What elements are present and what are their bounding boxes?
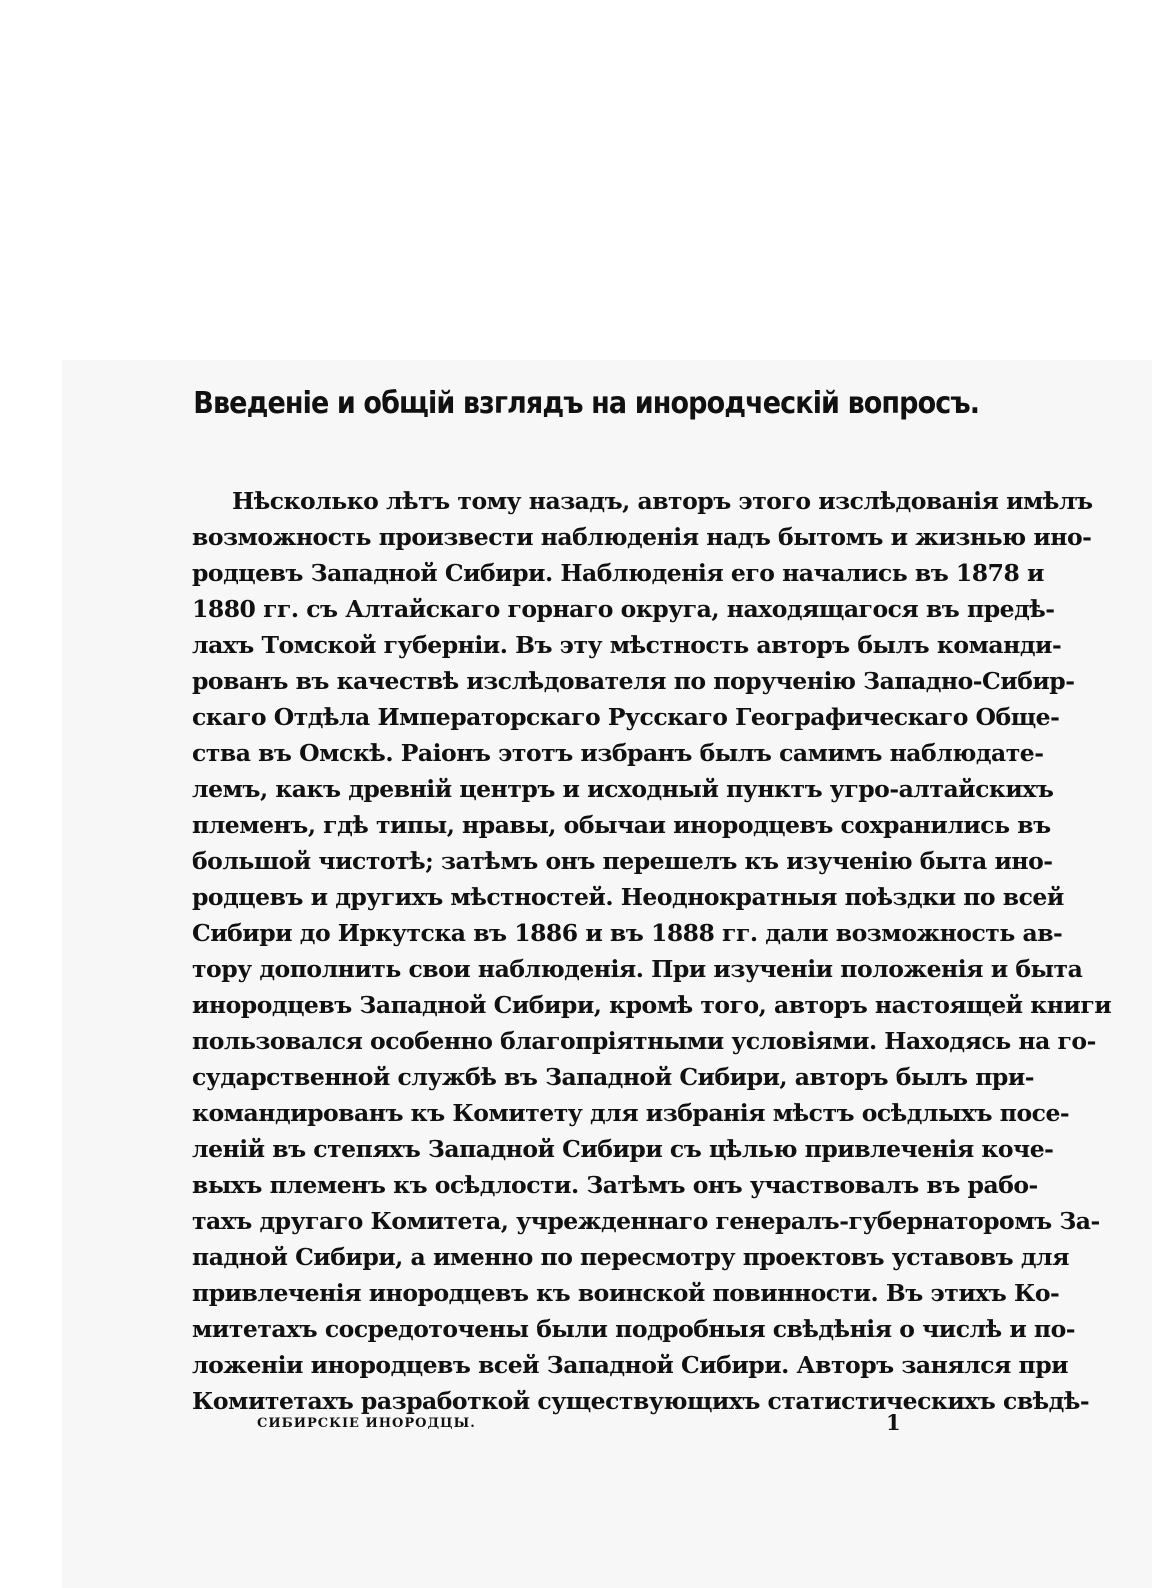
text-line: рованъ въ качествѣ изслѣдователя по порученію Западно-Сибир- — [192, 667, 1075, 695]
text-line: скаго Отдѣла Императорскаго Русскаго Географическаго Обще- — [192, 703, 1060, 731]
text-line: большой чистотѣ; затѣмъ онъ перешелъ къ изученію быта ино- — [192, 847, 1053, 875]
text-line: Комитетахъ разработкой существующихъ статистическихъ свѣдѣ- — [192, 1387, 1090, 1415]
text-line: Сибири до Иркутска въ 1886 и въ 1888 гг. дали возможность ав- — [192, 919, 1063, 947]
text-line: тору дополнить свои наблюденія. При изученіи положенія и быта — [192, 955, 1083, 983]
text-line: привлеченія инородцевъ къ воинской повинности. Въ этихъ Ко- — [192, 1279, 1060, 1307]
text-line: митетахъ сосредоточены были подробныя свѣдѣнія о числѣ и по- — [192, 1315, 1076, 1343]
text-line: инородцевъ Западной Сибири, кромѣ того, авторъ настоящей книги — [192, 991, 1112, 1019]
text-line: падной Сибири, а именно по пересмотру проектовъ уставовъ для — [192, 1243, 1069, 1271]
text-line: пользовался особенно благопріятными условіями. Находясь на го- — [192, 1027, 1096, 1055]
text-line: выхъ племенъ къ осѣдлости. Затѣмъ онъ участвовалъ въ рабо- — [192, 1171, 1038, 1199]
text-line: командированъ къ Комитету для избранія мѣстъ осѣдлыхъ посе- — [192, 1099, 1070, 1127]
body-text — [192, 483, 1112, 1419]
text-line: ложеніи инородцевъ всей Западной Сибири. Авторъ занялся при — [192, 1351, 1069, 1379]
text-line: ства въ Омскѣ. Раіонъ этотъ избранъ былъ самимъ наблюдате- — [192, 739, 1044, 767]
text-line: тахъ другаго Комитета, учрежденнаго генералъ-губернаторомъ За- — [192, 1207, 1100, 1235]
text-line: лемъ, какъ древній центръ и исходный пунктъ угро-алтайскихъ — [192, 775, 1054, 803]
text-line: возможность произвести наблюденія надъ бытомъ и жизнью ино- — [192, 523, 1092, 551]
text-line: леній въ степяхъ Западной Сибири съ цѣлью привлеченія коче- — [192, 1135, 1054, 1163]
text-line: лахъ Томской губерніи. Въ эту мѣстность авторъ былъ команди- — [192, 631, 1062, 659]
text-line: сударственной службѣ въ Западной Сибири, авторъ былъ при- — [192, 1063, 1035, 1091]
page-number: 1 — [886, 1410, 901, 1435]
text-line: 1880 гг. съ Алтайскаго горнаго округа, находящагося въ предѣ- — [192, 595, 1055, 623]
text-line: родцевъ и другихъ мѣстностей. Неоднократныя поѣздки по всей — [192, 883, 1064, 911]
chapter-title: Введеніе и общій взглядъ на инородческій вопросъ. — [193, 386, 980, 421]
text-line: Нѣсколько лѣтъ тому назадъ, авторъ этого изслѣдованія имѣлъ — [232, 487, 1093, 515]
text-line: племенъ, гдѣ типы, нравы, обычаи инородцевъ сохранились въ — [192, 811, 1051, 839]
running-footer-title: СИБИРСКІЕ ИНОРОДЦЫ. — [257, 1416, 476, 1431]
text-line: родцевъ Западной Сибири. Наблюденія его начались въ 1878 и — [192, 559, 1044, 587]
